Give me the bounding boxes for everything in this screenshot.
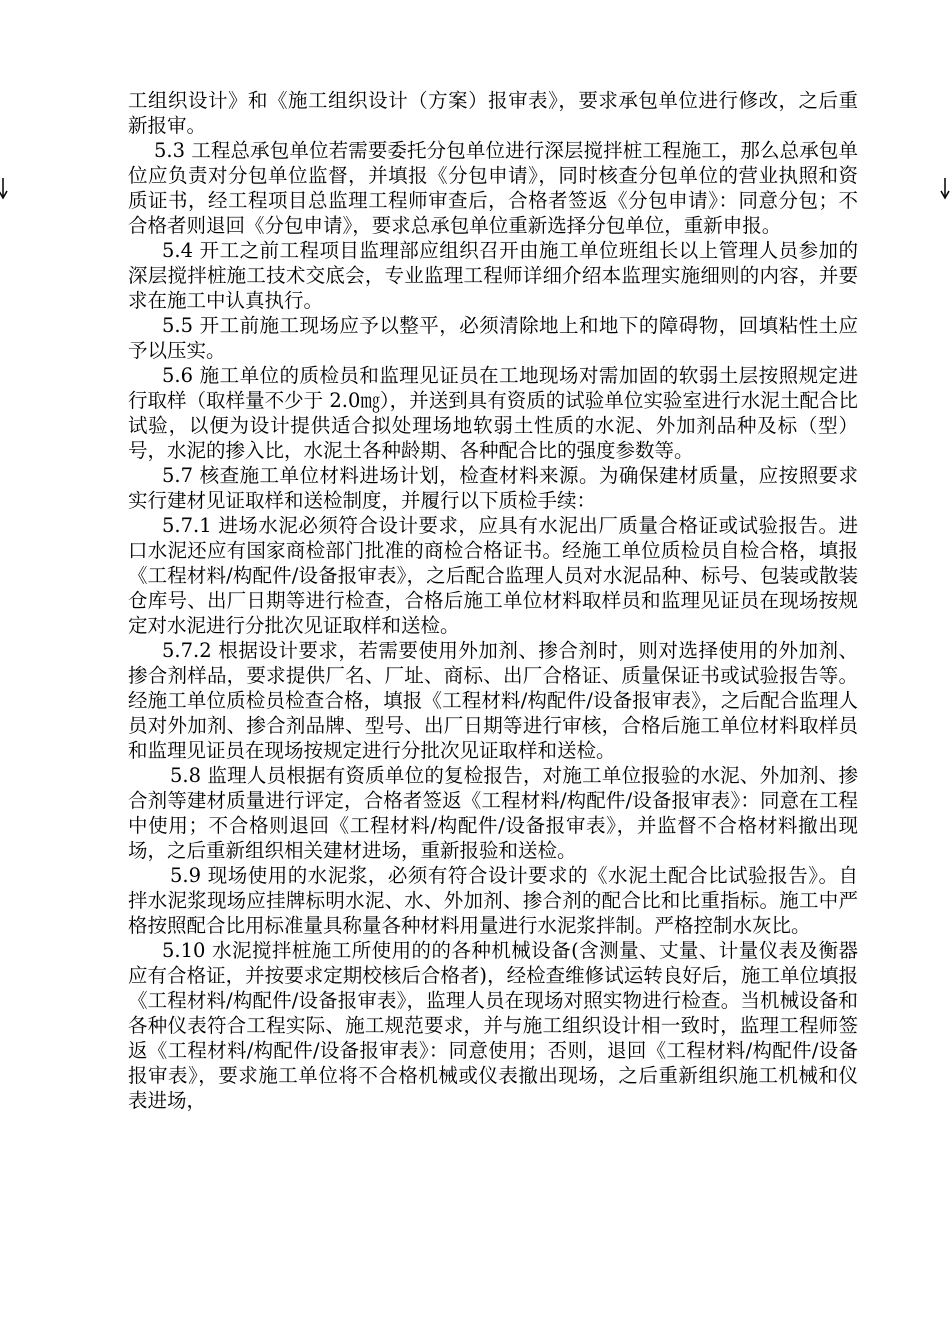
paragraph-5-9: 5.9 现场使用的水泥浆，必须有符合设计要求的《水泥土配合比试验报告》。自拌水泥浆现场应挂牌标明水泥、水、外加剂、掺合剂的配合比和比重指标。施工中严格按照配合比用标准量具称量各种材料用量进行水泥浆拌制。严格控制水灰比。 bbox=[128, 864, 858, 937]
paragraph-5-3: 5.3 工程总承包单位若需要委托分包单位进行深层搅拌桩工程施工，那么总承包单位应负责对分包单位监督，并填报《分包申请》，同时核查分包单位的营业执照和资质证书，经工程项目总监理工程师审查后，合格者签返《分包申请》：同意分包；不合格者则退回《分包申请》，要求总承包单位重新选择分包单位，重新申报。 bbox=[128, 139, 858, 237]
paragraph-5-7-1: 5.7.1 进场水泥必须符合设计要求，应具有水泥出厂质量合格证或试验报告。进口水泥还应有国家商检部门批准的商检合格证书。经施工单位质检员自检合格，填报《工程材料/构配件/设备报审表》，之后配合监理人员对水泥品种、标号、包装或散装仓库号、出厂日期等进行检查，合格后施工单位材料取样员和监理见证员在现场按规定对水泥进行分批次见证取样和送检。 bbox=[128, 514, 858, 637]
right-margin-arrow-icon bbox=[940, 178, 950, 200]
left-margin-arrow-icon bbox=[0, 178, 8, 200]
paragraph-5-7: 5.7 核查施工单位材料进场计划，检查材料来源。为确保建材质量，应按照要求实行建材见证取样和送检制度，并履行以下质检手续： bbox=[128, 464, 858, 512]
paragraph-5-7-2: 5.7.2 根据设计要求，若需要使用外加剂、掺合剂时，则对选择使用的外加剂、掺合剂样品，要求提供厂名、厂址、商标、出厂合格证、质量保证书或试验报告等。经施工单位质检员检查合格，填报《工程材料/构配件/设备报审表》，之后配合监理人员对外加剂、掺合剂品牌、型号、出厂日期等进行审核，合格后施工单位材料取样员和监理见证员在现场按规定进行分批次见证取样和送检。 bbox=[128, 639, 858, 762]
paragraph-5-8: 5.8 监理人员根据有资质单位的复检报告，对施工单位报验的水泥、外加剂、掺合剂等建材质量进行评定，合格者签返《工程材料/构配件/设备报审表》：同意在工程中使用；不合格则退回《工程材料/构配件/设备报审表》，并监督不合格材料撤出现场，之后重新组织相关建材进场，重新报验和送检。 bbox=[128, 764, 858, 862]
document-body bbox=[128, 88, 858, 1113]
paragraph-5-10: 5.10 水泥搅拌桩施工所使用的的各种机械设备(含测量、丈量、计量仪表及衡器应有合格证，并按要求定期校核后合格者)，经检查维修试运转良好后，施工单位填报《工程材料/构配件/设备报审表》，监理人员在现场对照实物进行检查。当机械设备和各种仪表符合工程实际、施工规范要求，并与施工组织设计相一致时，监理工程师签返《工程材料/构配件/设备报审表》：同意使用；否则，退回《工程材料/构配件/设备报审表》，要求施工单位将不合格机械或仪表撤出现场，之后重新组织施工机械和仪表进场， bbox=[128, 939, 858, 1112]
paragraph-5-6: 5.6 施工单位的质检员和监理见证员在工地现场对需加固的软弱土层按照规定进行取样（取样量不少于 2.0㎎），并送到具有资质的试验单位实验室进行水泥土配合比试验，以便为设计提供适合拟处理场地软弱土性质的水泥、外加剂品种及标（型）号，水泥的掺入比，水泥土各种龄期、各种配合比的强度参数等。 bbox=[128, 364, 858, 462]
paragraph-continuation: 工组织设计》和《施工组织设计（方案）报审表》，要求承包单位进行修改，之后重新报审。 bbox=[128, 89, 858, 137]
paragraph-5-5: 5.5 开工前施工现场应予以整平，必须清除地上和地下的障碍物，回填粘性土应予以压实。 bbox=[128, 314, 858, 362]
paragraph-5-4: 5.4 开工之前工程项目监理部应组织召开由施工单位班组长以上管理人员参加的深层搅拌桩施工技术交底会，专业监理工程师详细介绍本监理实施细则的内容，并要求在施工中认真执行。 bbox=[128, 239, 858, 312]
